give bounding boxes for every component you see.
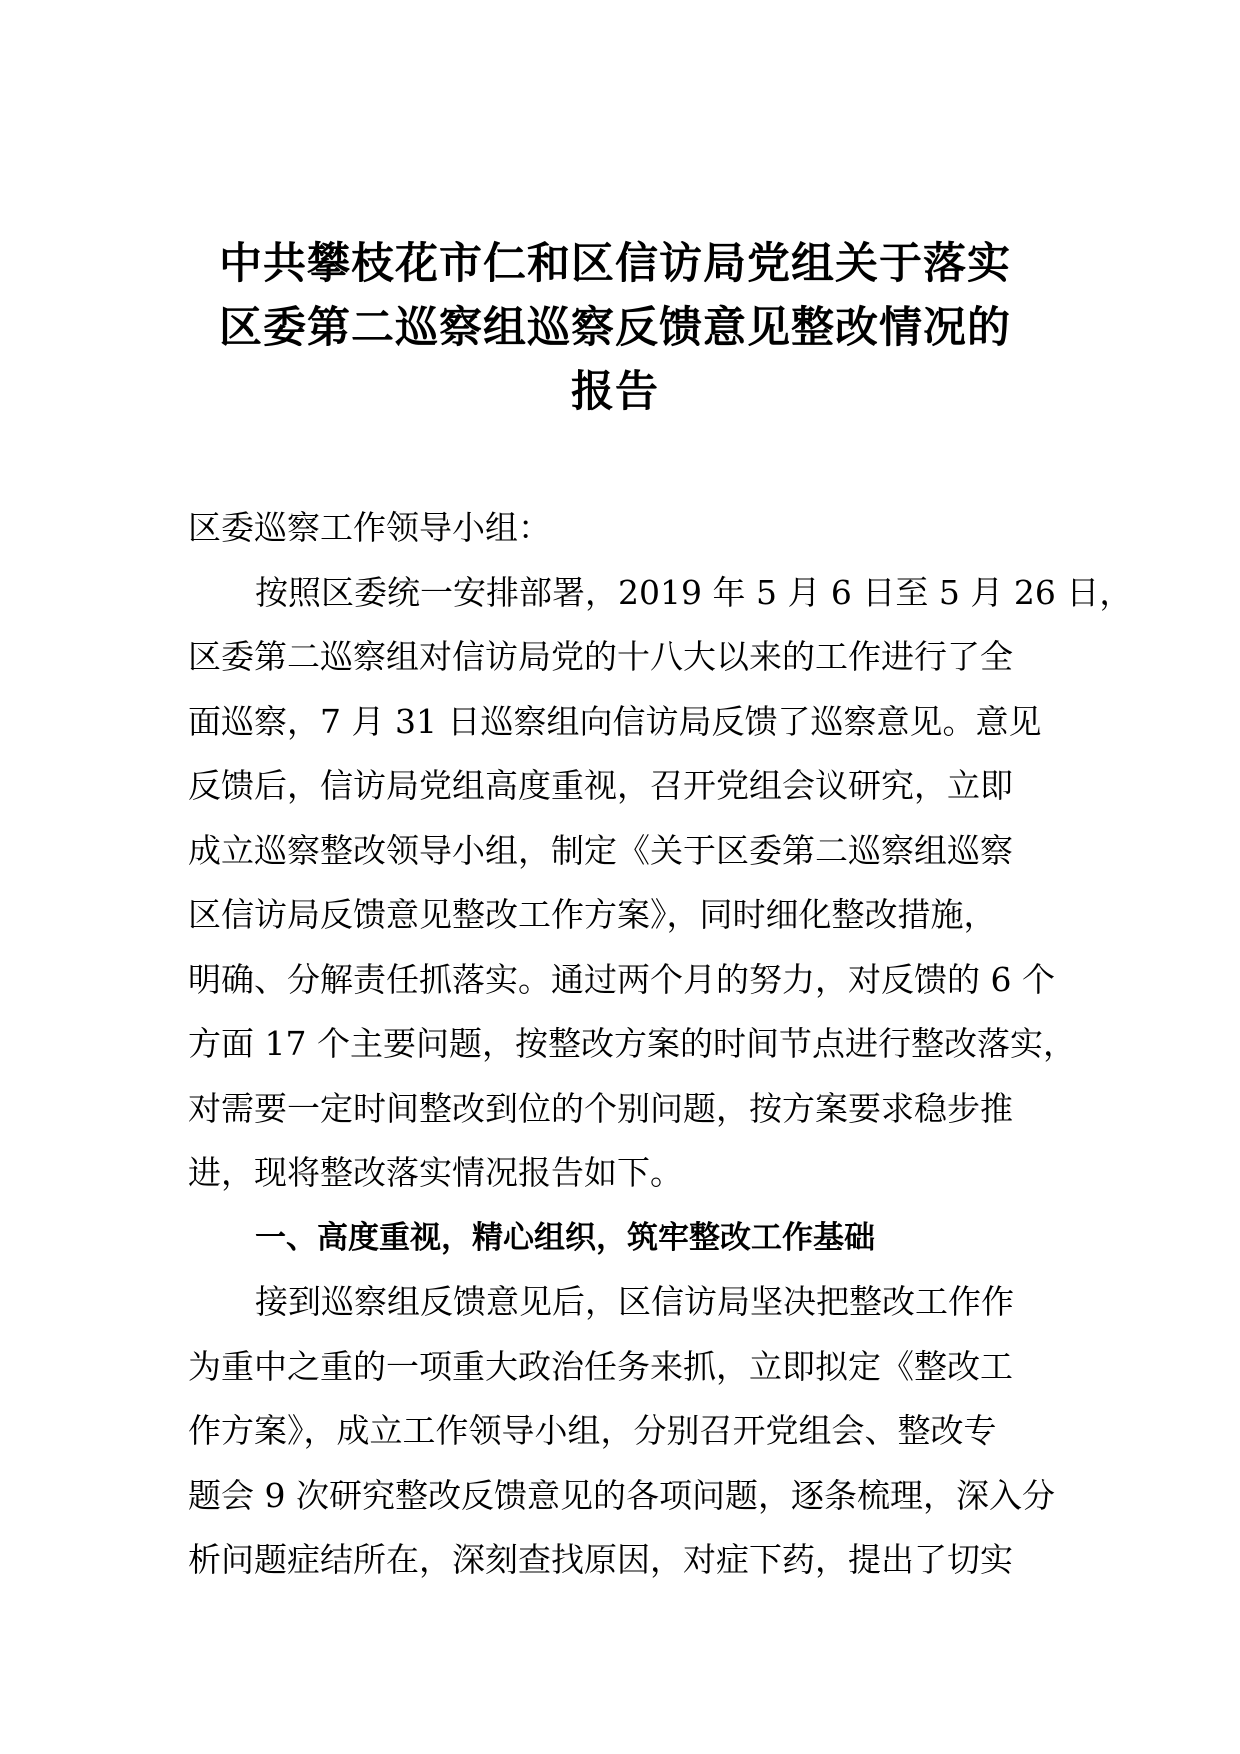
title-line: 区委第二巡察组巡察反馈意见整改情况的 bbox=[219, 303, 1011, 353]
paragraph-line: 对需要一定时间整改到位的个别问题，按方案要求稳步推 bbox=[188, 1088, 1013, 1128]
title-line: 报告 bbox=[571, 367, 659, 417]
paragraph-line: 成立巡察整改领导小组，制定《关于区委第二巡察组巡察 bbox=[188, 830, 1013, 870]
paragraph-line: 方面 17 个主要问题，按整改方案的时间节点进行整改落实， bbox=[188, 1024, 1076, 1063]
paragraph-line: 反馈后，信访局党组高度重视，召开党组会议研究，立即 bbox=[188, 766, 1013, 805]
paragraph-line: 区委第二巡察组对信访局党的十八大以来的工作进行了全 bbox=[188, 637, 1013, 676]
paragraph-line: 区信访局反馈意见整改工作方案》，同时细化整改措施， bbox=[188, 895, 997, 934]
title-line: 中共攀枝花市仁和区信访局党组关于落实 bbox=[219, 239, 1011, 289]
paragraph-line: 进，现将整改落实情况报告如下。 bbox=[188, 1153, 683, 1192]
paragraph-line: 接到巡察组反馈意见后，区信访局坚决把整改工作作 bbox=[255, 1282, 1014, 1321]
document-title bbox=[190, 232, 1040, 424]
paragraph-line: 析问题症结所在，深刻查找原因，对症下药，提出了切实 bbox=[188, 1540, 1013, 1579]
document-body bbox=[188, 496, 1133, 1593]
paragraph-line: 题会 9 次研究整改反馈意见的各项问题，逐条梳理，深入分 bbox=[188, 1475, 1055, 1515]
paragraph-line: 作方案》，成立工作领导小组，分别召开党组会、整改专 bbox=[188, 1411, 997, 1450]
section-heading: 一、高度重视，精心组织，筑牢整改工作基础 bbox=[255, 1219, 875, 1256]
paragraph-line: 面巡察，7 月 31 日巡察组向信访局反馈了巡察意见。意见 bbox=[188, 701, 1042, 741]
paragraph-line: 按照区委统一安排部署，2019 年 5 月 6 日至 5 月 26 日， bbox=[255, 572, 1133, 612]
paragraph-line: 为重中之重的一项重大政治任务来抓，立即拟定《整改工 bbox=[188, 1346, 1013, 1386]
salutation: 区委巡察工作领导小组： bbox=[188, 508, 551, 547]
paragraph-line: 明确、分解责任抓落实。通过两个月的努力，对反馈的 6 个 bbox=[188, 959, 1055, 999]
